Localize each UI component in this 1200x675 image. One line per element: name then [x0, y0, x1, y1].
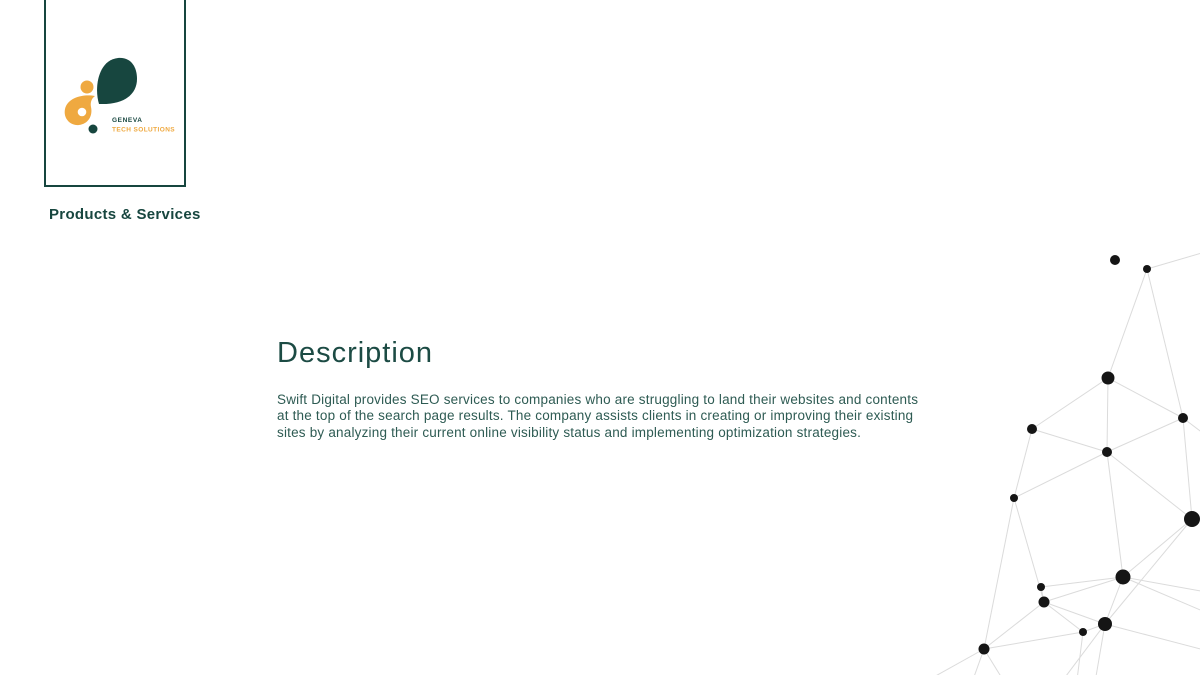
- logo-drop-hole: [78, 108, 87, 117]
- network-edge: [1147, 250, 1200, 269]
- network-edge: [1044, 577, 1123, 602]
- network-edge: [1123, 577, 1200, 615]
- network-edge: [1107, 378, 1108, 452]
- network-edge: [1032, 378, 1108, 429]
- network-edge: [1108, 269, 1147, 378]
- network-node: [1102, 447, 1112, 457]
- network-edge: [984, 498, 1014, 649]
- network-edge: [1147, 269, 1183, 418]
- network-node: [1098, 617, 1112, 631]
- network-edge: [1014, 429, 1032, 498]
- description-paragraph: Swift Digital provides SEO services to companies who are struggling to land their websites and contents at the top of the search page results. The company assists clients in creating or improving their existing sites by analyzing their current online visibility status and implementing optimization strategies.: [277, 391, 919, 440]
- network-node: [1102, 372, 1115, 385]
- network-node: [1110, 255, 1120, 265]
- logo-orange-dot-icon: [81, 81, 94, 94]
- network-node: [1037, 583, 1045, 591]
- network-edge: [914, 649, 984, 675]
- company-logo-icon: [56, 48, 186, 143]
- network-edge: [984, 632, 1083, 649]
- page-title: Description: [277, 337, 434, 369]
- main-content: [277, 338, 957, 441]
- network-node: [979, 644, 990, 655]
- network-edge: [984, 602, 1044, 649]
- network-edge: [1014, 452, 1107, 498]
- network-edge: [1041, 577, 1123, 587]
- network-edge: [1107, 452, 1123, 577]
- network-node: [1143, 265, 1151, 273]
- network-edge: [1076, 632, 1083, 675]
- network-node: [1027, 424, 1037, 434]
- network-edge: [1123, 519, 1192, 577]
- network-node: [1039, 597, 1050, 608]
- network-edge: [1032, 429, 1107, 452]
- logo-company-name-line2: TECH SOLUTIONS: [112, 126, 176, 134]
- network-node: [1178, 413, 1188, 423]
- network-edge: [1105, 577, 1123, 624]
- network-constellation-graphic: [860, 230, 1200, 675]
- network-edge: [1105, 624, 1200, 652]
- logo-teal-drop-icon: [97, 58, 137, 104]
- network-edge: [1107, 452, 1192, 519]
- network-node: [1116, 570, 1131, 585]
- logo-card: [44, 0, 186, 187]
- network-edge: [1044, 602, 1105, 624]
- network-edge: [1183, 418, 1192, 519]
- network-node: [1010, 494, 1018, 502]
- network-edge: [1044, 602, 1083, 632]
- logo-teal-dot-icon: [89, 125, 98, 134]
- network-edge: [1123, 577, 1200, 593]
- network-node: [1079, 628, 1087, 636]
- network-edge: [1108, 378, 1183, 418]
- network-edge: [1107, 418, 1183, 452]
- logo-company-name-line1: GENEVA: [112, 117, 143, 124]
- section-label: Products & Services: [49, 206, 201, 223]
- network-node: [1184, 511, 1200, 527]
